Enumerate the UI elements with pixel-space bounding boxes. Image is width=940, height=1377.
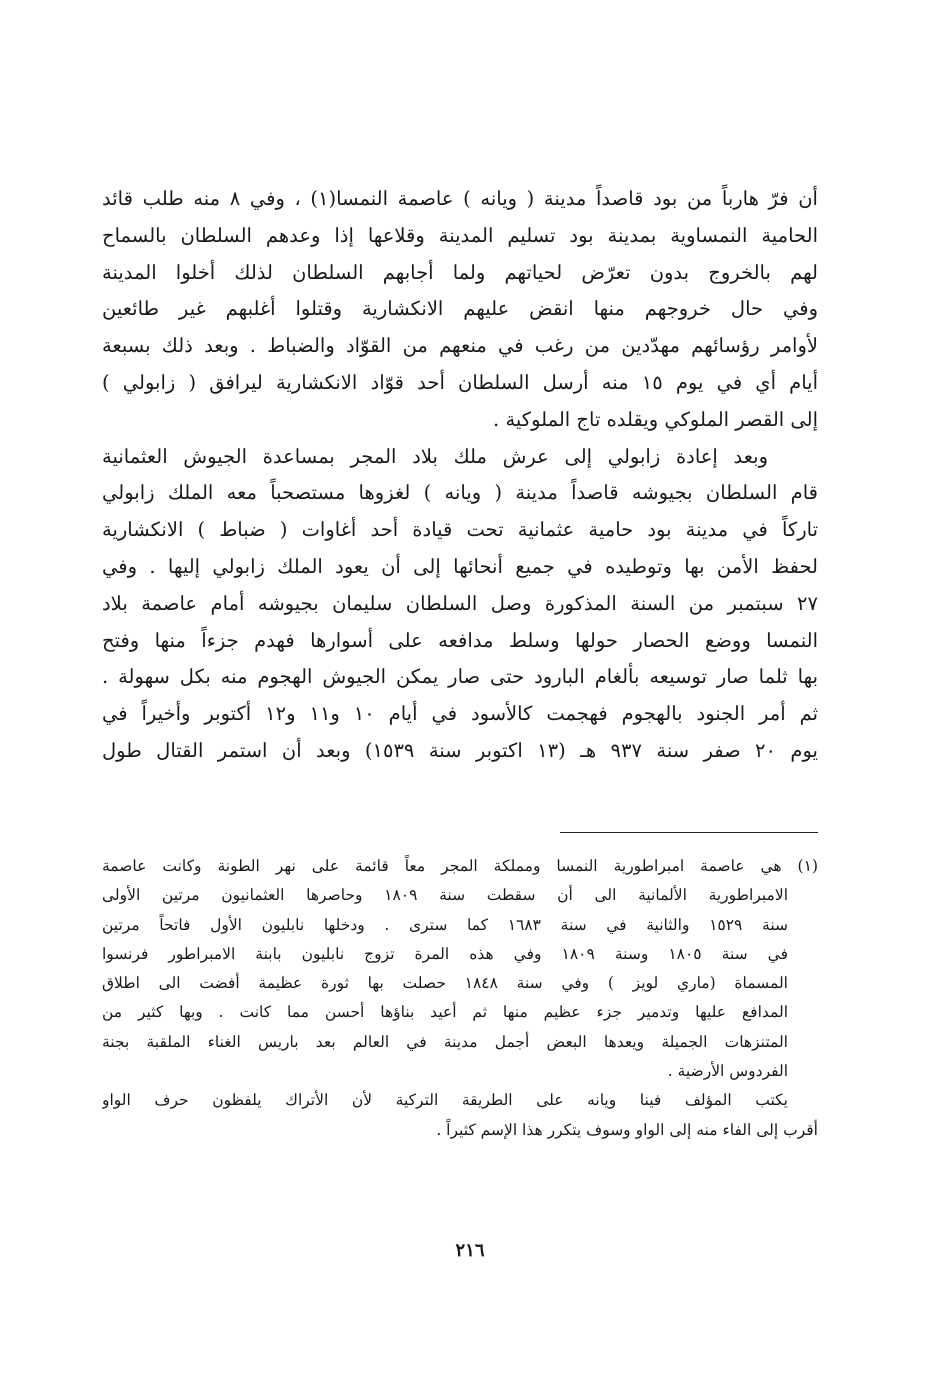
body-line: أيام أي في يوم ١٥ منه أرسل السلطان أحد قوّاد الانكشارية ليرافق ( زابولي ) <box>102 370 818 394</box>
body-line: ثم أمر الجنود بالهجوم فهجمت كالأسود في أيام ١٠ و١١ و١٢ أكتوبر وأخيراً في <box>102 702 818 726</box>
page-number: ٢١٦ <box>455 1240 485 1261</box>
body-line: وفي حال خروجهم منها انقض عليهم الانكشارية وقتلوا أغلبهم غير طائعين <box>102 297 818 321</box>
body-line: إلى القصر الملوكي ويقلده تاج الملوكية . <box>493 407 818 431</box>
body-line: بها ثلما صار توسيعه بألغام البارود حتى صار يمكن الجيوش الهجوم منه بكل سهولة . <box>102 665 818 689</box>
footnote-line: المتنزهات الجميلة ويعدها البعض أجمل مدينة في العالم بعد باريس الغناء الملقبة بجنة <box>102 1032 788 1051</box>
footnote-line: يكتب المؤلف فينا ويانه على الطريقة التركية لأن الأتراك يلفظون حرف الواو <box>102 1091 788 1110</box>
footnote-line: أقرب إلى الفاء منه إلى الواو وسوف يتكرر هذا الإسم كثيراً . <box>436 1120 818 1139</box>
footnote-line: سنة ١٥٢٩ والثانية في سنة ١٦٨٣ كما سترى . ودخلها نابليون الأول فاتحاً مرتين <box>102 915 789 934</box>
footnote-line: الامبراطورية الألمانية الى أن سقطت سنة ١٨٠٩ وحاصرها العثمانيون مرتين الأولى <box>102 886 789 905</box>
footnote-separator <box>560 832 818 833</box>
body-line: لحفظ الأمن بها وتوطيده في جميع أنحائها إلى أن يعود الملك زابولي إليها . وفي <box>102 554 818 578</box>
footnote-line: (١) هي عاصمة امبراطورية النمسا ومملكة المجر معاً قائمة على نهر الطونة وكانت عاصمة <box>102 857 818 875</box>
footnote-line: المدافع عليها وتدمير جزء عظيم منها ثم أعيد بناؤها أحسن مما كانت . وبها كثير من <box>102 1003 788 1022</box>
body-line: الحامية النمساوية بمدينة بود تسليم المدينة وقلاعها إذا وعدهم السلطان بالسماح <box>102 223 818 247</box>
body-line: تاركاً في مدينة بود حامية عثمانية تحت قيادة أحد أغاوات ( ضباط ) الانكشارية <box>102 518 818 542</box>
body-line: النمسا ووضع الحصار حولها وسلط مدافعه على أسوارها فهدم جزءاً منها وفتح <box>102 628 818 652</box>
body-line: وبعد إعادة زابولي إلى عرش ملك بلاد المجر بمساعدة الجيوش العثمانية <box>102 444 768 468</box>
footnote-line: الفردوس الأرضية . <box>667 1062 788 1081</box>
footnote-line: في سنة ١٨٠٥ وسنة ١٨٠٩ وفي هذه المرة تزوج نابليون بابنة الامبراطور فرنسوا <box>102 944 788 963</box>
main-body-text <box>102 181 818 770</box>
body-line: لهم بالخروج بدون تعرّض لحياتهم ولما أجابهم السلطان لذلك أخلوا المدينة <box>102 260 818 284</box>
body-line: قام السلطان بجيوشه قاصداً مدينة ( ويانه ) لغزوها مستصحباً معه الملك زابولي <box>102 481 818 505</box>
body-line: أن فرّ هارباً من بود قاصداً مدينة ( ويانه ) عاصمة النمسا(١) ، وفي ٨ منه طلب قائد <box>102 187 818 210</box>
footnote-line: المسماة (ماري لويز ) وفي سنة ١٨٤٨ حصلت بها ثورة عظيمة أفضت الى اطلاق <box>102 974 788 993</box>
footnotes <box>102 852 818 1145</box>
body-line: يوم ٢٠ صفر سنة ٩٣٧ هـ (١٣ اكتوبر سنة ١٥٣٩) وبعد أن استمر القتال طول <box>102 738 818 762</box>
body-line: ٢٧ سبتمبر من السنة المذكورة وصل السلطان سليمان بجيوشه أمام عاصمة بلاد <box>102 591 818 615</box>
body-line: لأوامر رؤسائهم مهدّدين من رغب في منعهم من القوّاد والضباط . وبعد ذلك بسبعة <box>102 334 818 358</box>
